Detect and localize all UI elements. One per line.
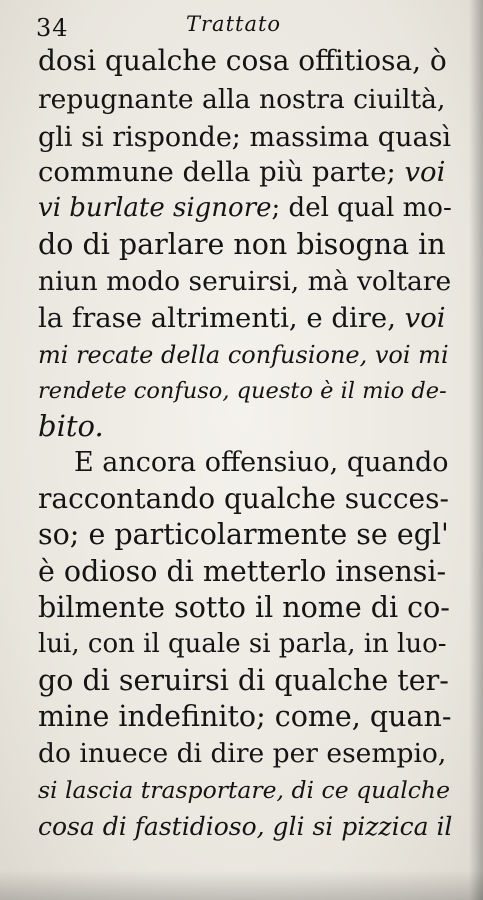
paragraph-2-line-3: so; e particolarmente se egl'	[38, 518, 449, 551]
text-line-4-italic: voi	[404, 156, 446, 188]
text-line-4-roman: commune della più parte;	[38, 156, 405, 188]
paragraph-2-line-9: do inuece di dire per esempio,	[38, 738, 447, 769]
text-line-8-italic: voi	[404, 302, 446, 334]
paragraph-2-line-4: è odioso di metterlo insensi-	[38, 555, 447, 588]
text-line-4	[38, 155, 445, 189]
text-line-1: dosi qualche cosa offitiosa, ò	[38, 44, 447, 77]
paragraph-2-line-2: raccontando qualche succes-	[38, 482, 449, 515]
paragraph-2-line-5: bilmente sotto il nome di co-	[38, 591, 450, 624]
page-edge-shadow	[469, 0, 483, 900]
text-line-9: mi recate della confusione, voi mi	[38, 341, 449, 369]
paragraph-2-line-7: go di seruirsi di qualche ter-	[38, 664, 449, 697]
text-line-3: gli si risponde; massima quasì	[38, 122, 452, 153]
page-number: 34	[36, 14, 69, 42]
paragraph-2-line-6: lui, con il quale si parla, in luo-	[38, 629, 447, 659]
text-line-2: repugnante alla nostra ciuiltà,	[38, 84, 446, 115]
text-line-6: do di parlare non bisogna in	[38, 228, 446, 261]
paragraph-2-line-10: si lascia trasportare, di ce qualche	[38, 776, 450, 804]
text-line-5	[38, 191, 452, 225]
page-bottom-shadow	[0, 870, 483, 900]
text-line-5-italic: vi burlate signore	[38, 193, 272, 223]
text-line-10: rendete confuso, questo è il mio de-	[38, 378, 447, 404]
paragraph-2-line-1: E ancora offensiuo, quando	[74, 447, 449, 478]
text-line-8-roman: la frase altrimenti, e dire,	[38, 302, 405, 334]
text-line-11: bito.	[38, 409, 104, 443]
paragraph-2-line-11: cosa di fastidioso, gli si pizzica il	[38, 812, 453, 841]
running-head: Trattato	[186, 12, 282, 36]
paragraph-2-line-8: mine indefinito; come, quan-	[38, 700, 452, 733]
text-line-5-roman: ; del qual mo-	[271, 193, 452, 223]
text-line-8	[38, 301, 446, 335]
text-line-7: niun modo seruirsi, mà voltare	[38, 266, 452, 297]
